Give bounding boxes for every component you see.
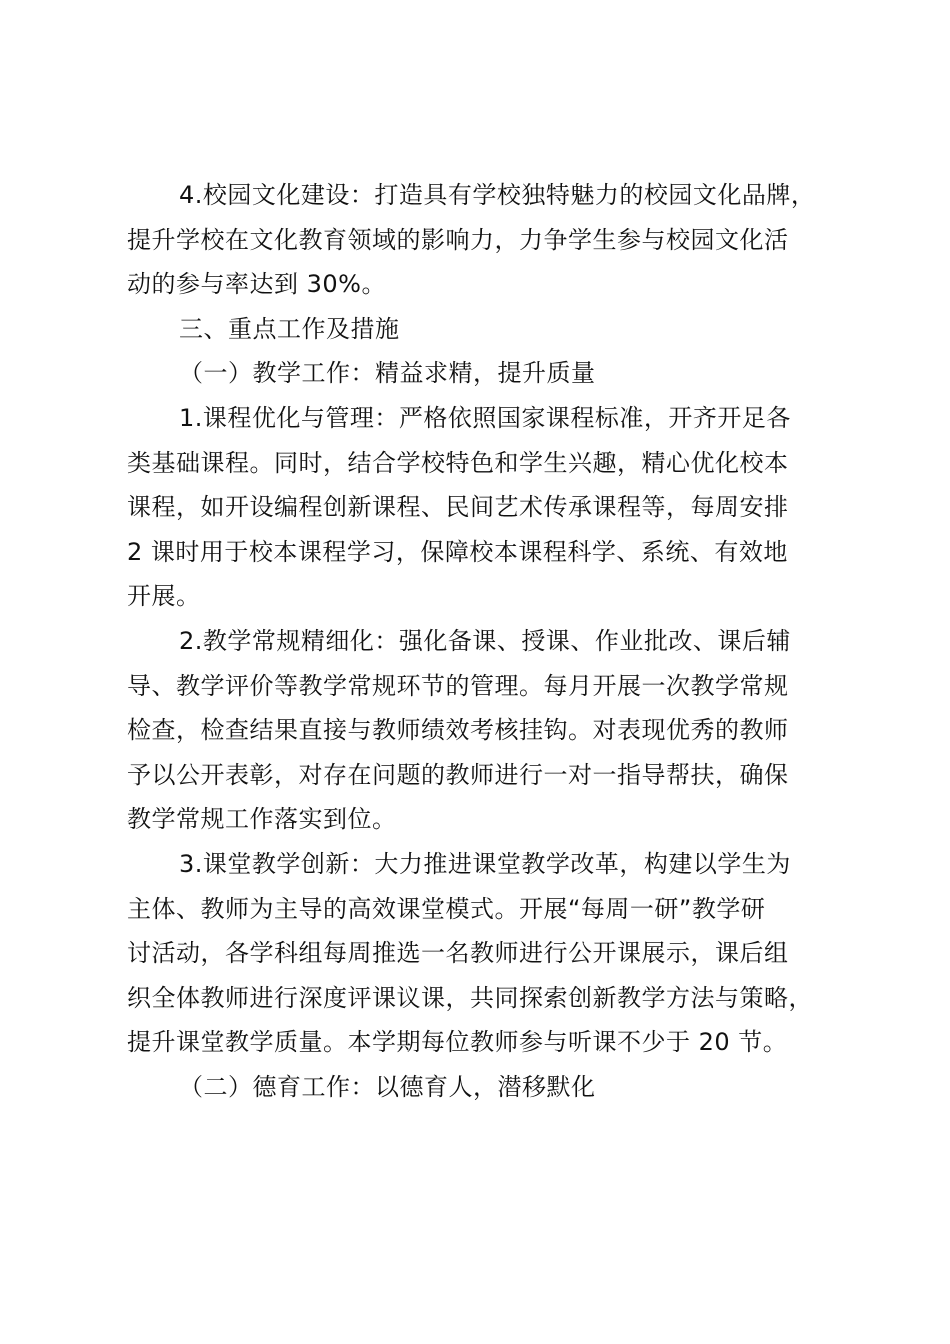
document-body <box>127 173 835 1109</box>
paragraph-line-item-3: 3.课堂教学创新：大力推进课堂教学改革，构建以学生为 <box>179 849 791 878</box>
paragraph-line: 讨活动，各学科组每周推选一名教师进行公开课展示，课后组 <box>127 939 789 968</box>
paragraph-line: 予以公开表彰，对存在问题的教师进行一对一指导帮扶，确保 <box>127 760 789 789</box>
subsection-heading-one: （一）教学工作：精益求精，提升质量 <box>179 359 596 388</box>
paragraph-line: 提升课堂教学质量。本学期每位教师参与听课不少于 20 节。 <box>127 1028 788 1057</box>
paragraph-line-goal-4: 4.校园文化建设：打造具有学校独特魅力的校园文化品牌， <box>179 181 816 209</box>
paragraph-line: 2 课时用于校本课程学习，保障校本课程科学、系统、有效地 <box>127 537 788 566</box>
paragraph-line: 织全体教师进行深度评课议课，共同探索创新教学方法与策略， <box>127 983 813 1012</box>
paragraph-line: 教学常规工作落实到位。 <box>127 805 397 834</box>
paragraph-line-item-2: 2.教学常规精细化：强化备课、授课、作业批改、课后辅 <box>179 626 791 655</box>
paragraph-line: 提升学校在文化教育领域的影响力，力争学生参与校园文化活 <box>127 225 789 254</box>
subsection-heading-two: （二）德育工作：以德育人，潜移默化 <box>179 1072 596 1101</box>
section-heading-three: 三、重点工作及措施 <box>179 314 400 343</box>
paragraph-line: 导、教学评价等教学常规环节的管理。每月开展一次教学常规 <box>127 671 789 700</box>
paragraph-line: 开展。 <box>127 582 201 611</box>
paragraph-line: 类基础课程。同时，结合学校特色和学生兴趣，精心优化校本 <box>127 448 789 477</box>
paragraph-line: 课程，如开设编程创新课程、民间艺术传承课程等，每周安排 <box>127 493 789 522</box>
paragraph-line-item-1: 1.课程优化与管理：严格依照国家课程标准，开齐开足各 <box>179 403 791 432</box>
paragraph-line: 动的参与率达到 30%。 <box>127 270 386 299</box>
paragraph-line: 主体、教师为主导的高效课堂模式。开展“每周一研”教学研 <box>127 894 766 923</box>
paragraph-line: 检查，检查结果直接与教师绩效考核挂钩。对表现优秀的教师 <box>127 716 789 745</box>
